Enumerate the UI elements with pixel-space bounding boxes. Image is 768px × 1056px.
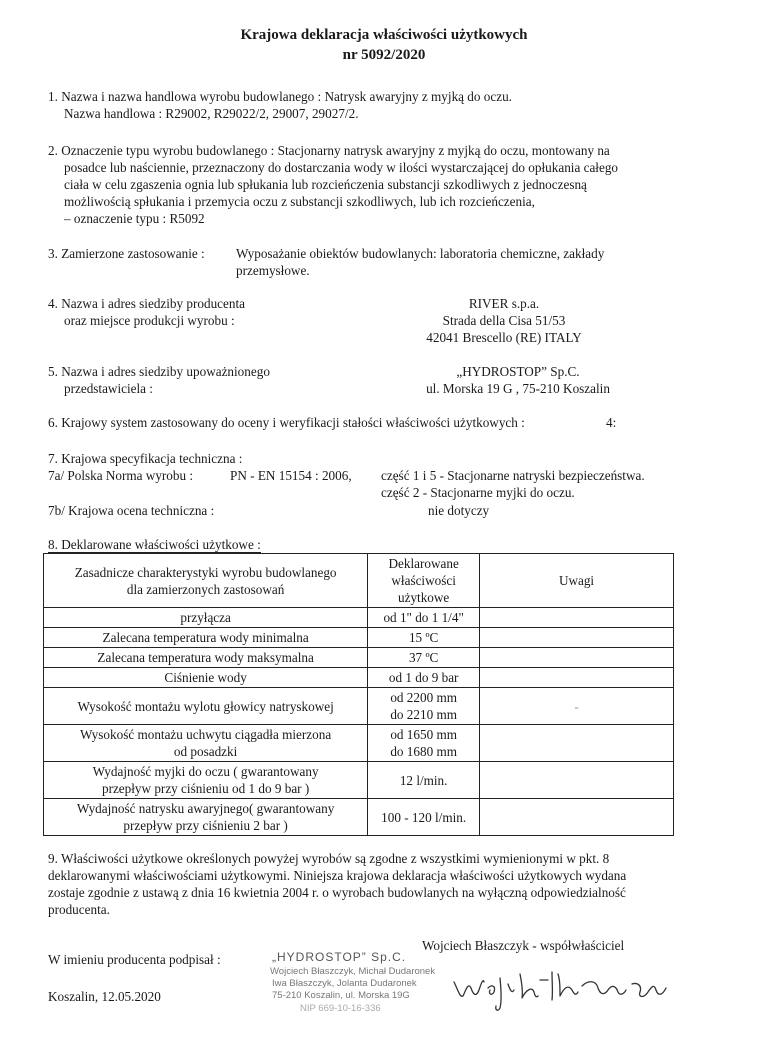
header-cell-remarks: [480, 554, 674, 608]
cell-text: 12 l/min.: [399, 772, 448, 788]
s7-title: 7. Krajowa specyfikacja techniczna :: [48, 451, 243, 466]
header-col3: Uwagi: [558, 573, 595, 588]
s6-text: 6. Krajowy system zastosowany do oceny i weryfikacji stałości właściwości użytkowych :: [48, 415, 525, 430]
row-characteristic: [44, 725, 368, 762]
stamp-line2: Iwa Błaszczyk, Jolanta Dudaronek: [272, 978, 417, 989]
s8-title: 8. Deklarowane właściwości użytkowe :: [48, 537, 261, 552]
s2-line5: – oznaczenie typu : R5092: [64, 211, 205, 226]
row-remarks: [480, 648, 674, 668]
cell-text: do 1680 mm: [390, 744, 457, 759]
header-col2-line2: właściwości: [391, 573, 456, 588]
row-characteristic: [44, 608, 368, 628]
s5-company: „HYDROSTOP” Sp.C.: [456, 364, 580, 379]
s7a-part2: część 2 - Stacjonarne myjki do oczu.: [381, 485, 575, 500]
header-col2-line3: użytkowe: [398, 590, 450, 605]
s9-line1: 9. Właściwości użytkowe określonych powyżej wyrobów są zgodne z wszystkimi wymienionymi w pkt. 8: [48, 851, 610, 866]
row-value: [368, 648, 480, 668]
s2-line1: 2. Oznaczenie typu wyrobu budowlanego : Stacjonarny natrysk awaryjny z myjką do oczu, montowany na: [48, 143, 610, 158]
s4-label-line2: oraz miejsce produkcji wyrobu :: [64, 313, 235, 328]
table-row: [44, 668, 674, 688]
document-title: Krajowa deklaracja właściwości użytkowych: [240, 27, 528, 43]
s9-line3: zostaje zgodnie z ustawą z dnia 16 kwietnia 2004 r. o wyrobach budowlanych na wyłączną odpowiedzialność: [48, 885, 626, 900]
row-remarks: [480, 608, 674, 628]
place-date: Koszalin, 12.05.2020: [48, 989, 161, 1004]
table-header-row: [44, 554, 674, 608]
row-value: [368, 762, 480, 799]
table-row: [44, 725, 674, 762]
header-col1-line1: Zasadnicze charakterystyki wyrobu budowlanego: [74, 564, 337, 580]
cell-text: Wydajność natrysku awaryjnego( gwarantowany: [76, 801, 335, 816]
cell-text: od 1" do 1 1/4": [383, 610, 464, 625]
cell-text: Ciśnienie wody: [164, 670, 247, 685]
row-characteristic: [44, 799, 368, 836]
row-characteristic: [44, 628, 368, 648]
cell-text: przepływ przy ciśnieniu 2 bar ): [123, 818, 288, 833]
s9-line2: deklarowanymi właściwościami użytkowymi. Niniejsza krajowa deklaracja właściwości użytkowych wydana: [48, 868, 627, 883]
table-row: [44, 608, 674, 628]
handwritten-signature: [448, 960, 678, 1015]
s1-line2: Nazwa handlowa : R29002, R29022/2, 29007, 29027/2.: [64, 106, 359, 121]
cell-text: Zalecana temperatura wody minimalna: [102, 630, 309, 645]
cell-text: 15 ºC: [408, 630, 439, 645]
cell-text: przyłącza: [180, 610, 231, 625]
row-remarks: [480, 628, 674, 648]
row-remarks: [480, 668, 674, 688]
cell-text: do 2210 mm: [390, 707, 457, 722]
header-col1-line2: dla zamierzonych zastosowań: [126, 581, 285, 597]
s9-line4: producenta.: [48, 902, 110, 917]
cell-text: Wydajność myjki do oczu ( gwarantowany: [92, 764, 319, 779]
signer-name: Wojciech Błaszczyk - współwłaściciel: [422, 938, 625, 953]
s1-line1: 1. Nazwa i nazwa handlowa wyrobu budowlanego : Natrysk awaryjny z myjką do oczu.: [48, 89, 512, 104]
cell-text: Wysokość montażu wylotu głowicy natryskowej: [77, 698, 334, 714]
s6-value: 4:: [606, 415, 617, 430]
table-row: [44, 799, 674, 836]
s3-value-line2: przemysłowe.: [236, 263, 310, 278]
stamp-line4: NIP 669-10-16-336: [300, 1003, 381, 1014]
row-value: [368, 628, 480, 648]
row-value: [368, 688, 480, 725]
cell-text: od 1650 mm: [390, 727, 457, 742]
s2-line3: ciała w celu zgaszenia ognia lub spłukania lub rozcieńczenia substancji szkodliwych z jednoczesną: [64, 177, 587, 192]
properties-table: [43, 553, 674, 836]
table-row: [44, 688, 674, 725]
header-cell-characteristics: [44, 554, 368, 608]
s4-street: Strada della Cisa 51/53: [442, 313, 566, 328]
s5-label-line2: przedstawiciela :: [64, 381, 153, 396]
cell-text: 37 ºC: [408, 650, 439, 665]
row-characteristic: [44, 762, 368, 799]
signed-label: W imieniu producenta podpisał :: [48, 952, 221, 967]
row-characteristic: [44, 648, 368, 668]
row-remarks: [480, 799, 674, 836]
s7a-label: 7a/ Polska Norma wyrobu :: [48, 468, 194, 483]
document-number: nr 5092/2020: [342, 47, 426, 63]
row-characteristic: [44, 668, 368, 688]
table-row: [44, 628, 674, 648]
s4-label-line1: 4. Nazwa i adres siedziby producenta: [48, 296, 246, 311]
s3-value-line1: Wyposażanie obiektów budowlanych: laboratoria chemiczne, zakłady: [236, 246, 605, 261]
row-value: [368, 668, 480, 688]
s5-address: ul. Morska 19 G , 75-210 Koszalin: [426, 381, 610, 396]
s7a-norm: PN - EN 15154 : 2006,: [230, 468, 352, 483]
row-remarks: [480, 762, 674, 799]
table-row: [44, 762, 674, 799]
row-value: [368, 725, 480, 762]
cell-text: od 1 do 9 bar: [388, 670, 459, 685]
s3-label: 3. Zamierzone zastosowanie :: [48, 246, 205, 261]
s7a-part1: część 1 i 5 - Stacjonarne natryski bezpieczeństwa.: [381, 468, 645, 483]
stamp-line1: Wojciech Błaszczyk, Michał Dudaronek: [270, 966, 436, 977]
s5-label-line1: 5. Nazwa i adres siedziby upoważnionego: [48, 364, 270, 379]
s7b-label: 7b/ Krajowa ocena techniczna :: [48, 503, 215, 518]
cell-text: od posadzki: [173, 744, 238, 759]
cell-text: Zalecana temperatura wody maksymalna: [97, 650, 314, 665]
header-cell-declared: [368, 554, 480, 608]
s2-line4: możliwością spłukania i przemycia oczu z substancji szkodliwych, lub ich rozcieńczenia,: [64, 194, 535, 209]
cell-text: od 2200 mm: [390, 690, 457, 705]
cell-text: Wysokość montażu uchwytu ciągadła mierzona: [80, 727, 332, 742]
s7b-value: nie dotyczy: [428, 503, 490, 518]
s2-line2: posadce lub naściennie, przeznaczony do dostarczania wody w ilości wystarczającej do opłukania całego: [64, 160, 619, 175]
row-remarks: [480, 688, 674, 725]
header-col2-line1: Deklarowane: [388, 556, 459, 571]
row-characteristic: [44, 688, 368, 725]
s4-city: 42041 Brescello (RE) ITALY: [426, 330, 582, 345]
cell-text: 100 - 120 l/min.: [381, 809, 467, 825]
cell-text: -: [574, 698, 579, 714]
s4-company: RIVER s.p.a.: [468, 296, 540, 311]
row-value: [368, 608, 480, 628]
cell-text: przepływ przy ciśnieniu od 1 do 9 bar ): [101, 781, 310, 796]
row-value: [368, 799, 480, 836]
stamp-company-name: „HYDROSTOP” Sp.C.: [272, 950, 407, 964]
table-row: [44, 648, 674, 668]
stamp-line3: 75-210 Koszalin, ul. Morska 19G: [272, 990, 410, 1001]
row-remarks: [480, 725, 674, 762]
